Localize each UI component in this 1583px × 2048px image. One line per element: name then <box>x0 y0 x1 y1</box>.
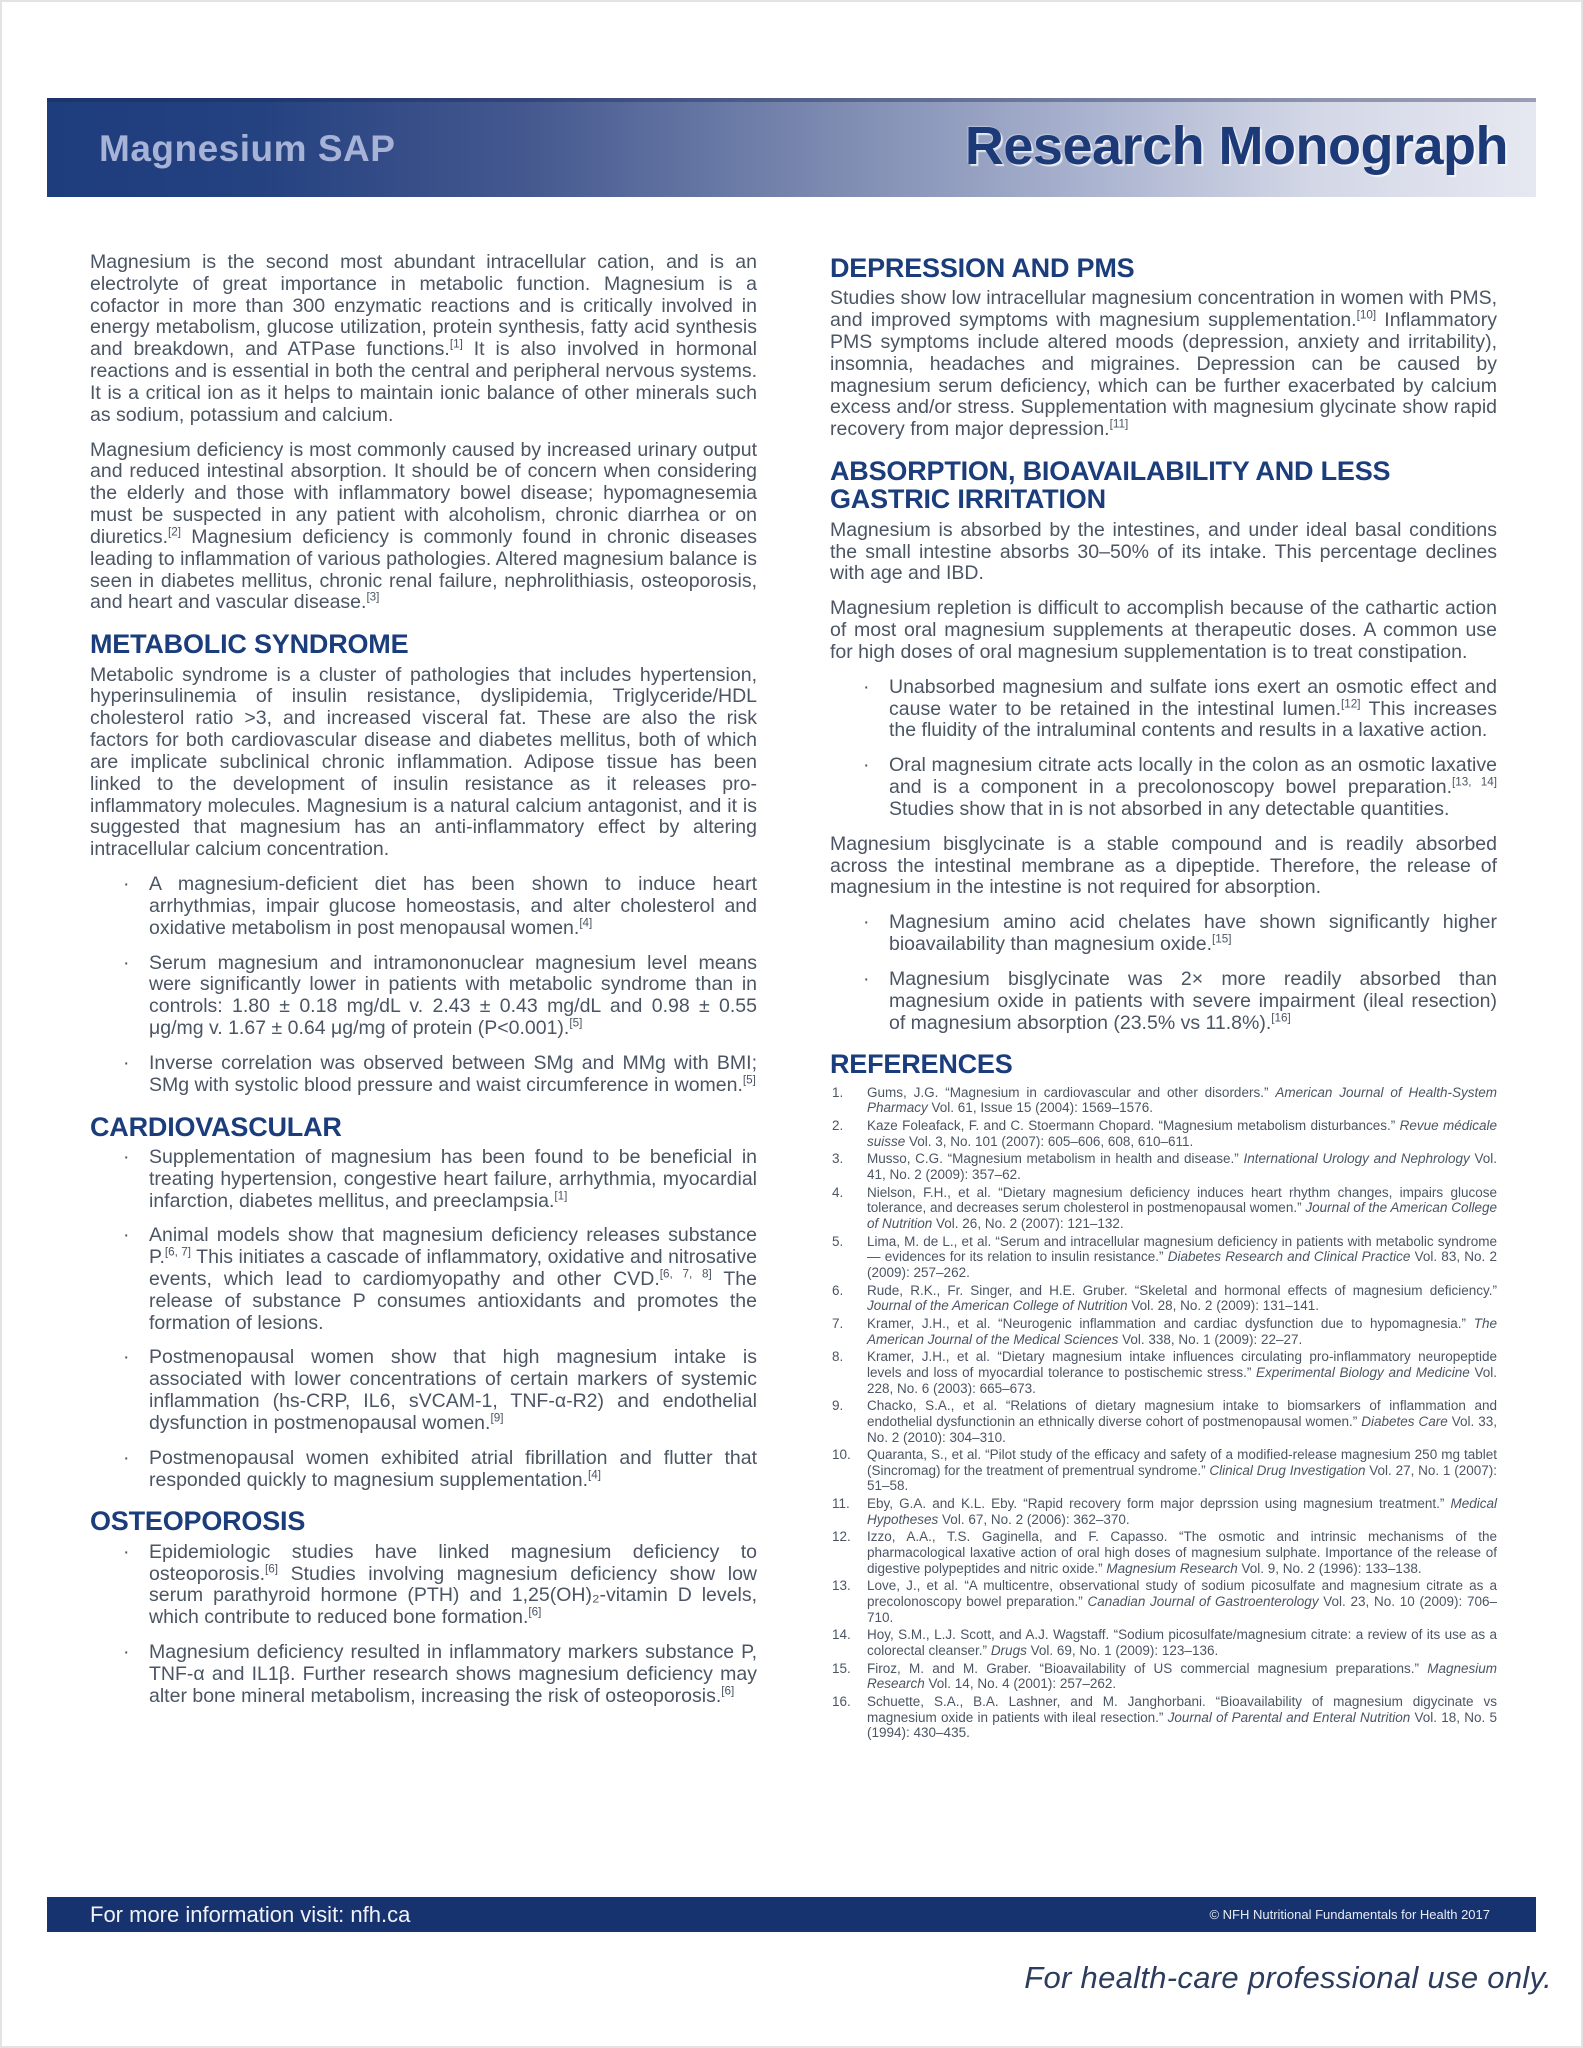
bullet-text: Magnesium deficiency resulted in inflammatory markers substance P, TNF-α and IL1β. Further research shows magnesium deficiency may alter bone mineral metabolism, increasing the risk of osteoporosis.[6] <box>149 1641 757 1707</box>
bullet-text: Epidemiologic studies have linked magnesium deficiency to osteoporosis.[6] Studies involving magnesium deficiency show low serum parathyroid hormone (PTH) and 1,25(OH)₂-vitamin D levels, which contribute to reduced bone formation.[6] <box>149 1540 757 1629</box>
bullet-icon: · <box>123 951 130 974</box>
bullet-text: Postmenopausal women exhibited atrial fibrillation and flutter that responded quickly to magnesium supplementation.[4] <box>149 1446 757 1491</box>
bullet-icon: · <box>123 1145 130 1168</box>
bullet-text: Inverse correlation was observed between SMg and MMg with BMI; SMg with systolic blood pressure and waist circumference in women.[5] <box>149 1051 757 1096</box>
bullet-text: A magnesium-deficient diet has been shown to induce heart arrhythmias, impair glucose homeostasis, and alter cholesterol and oxidative metabolism in post menopausal women.[4] <box>149 873 757 939</box>
header-banner <box>47 98 1536 197</box>
section-heading-osteoporosis: OSTEOPOROSIS <box>90 1506 306 1537</box>
reference-item: Nielson, F.H., et al. “Dietary magnesium deficiency induces heart rhythm changes, impairs glucose tolerance, and decreases serum cholesterol in postmenopausal women.” Journal of the American College of Nutrition Vol. 26, No. 2 (2007): 121–132. <box>867 1184 1497 1231</box>
reference-item: Schuette, S.A., B.A. Lashner, and M. Janghorbani. “Bioavailability of magnesium digycinate vs magnesium oxide in patients with ileal resection.” Journal of Parental and Enteral Nutrition Vol. 18, No. 5 (1994): 430–435. <box>867 1694 1497 1741</box>
absorption-paragraph: Magnesium is absorbed by the intestines, and under ideal basal conditions the small intestine absorbs 30–50% of its intake. This percentage declines with age and IBD. <box>830 518 1497 585</box>
footer-bar <box>47 1897 1536 1932</box>
bullet-icon: · <box>123 873 130 896</box>
reference-item: Hoy, S.M., L.J. Scott, and A.J. Wagstaff. “Sodium picosulfate/magnesium citrate: a review of its use as a colorectal cleanser.” Drugs Vol. 69, No. 1 (2009): 123–136. <box>867 1627 1497 1659</box>
section-heading-depression-pms: DEPRESSION AND PMS <box>830 253 1135 283</box>
reference-item: Kramer, J.H., et al. “Neurogenic inflammation and cardiac dysfunction due to hypomagnesia.” The American Journal of the Medical Sciences Vol. 338, No. 1 (2009): 22–27. <box>867 1315 1497 1347</box>
bullet-icon: · <box>123 1641 130 1664</box>
reference-item: Kramer, J.H., et al. “Dietary magnesium intake influences circulating pro-inflammatory neuropeptide levels and loss of myocardial tolerance to postischemic stress.” Experimental Biology and Medicine Vol. 228, No. 6 (2003): 665–673. <box>867 1349 1498 1396</box>
list-item <box>90 1147 757 1212</box>
section-heading-absorption: ABSORPTION, BIOAVAILABILITY AND LESS GASTRIC IRRITATION <box>830 456 1391 515</box>
footer-info-link[interactable]: For more information visit: nfh.ca <box>90 1901 411 1927</box>
list-item <box>90 1347 757 1434</box>
bullet-text: Unabsorbed magnesium and sulfate ions exert an osmotic effect and cause water to be retained in the intestinal lumen.[12] This increases the fluidity of the intraluminal contents and results in a laxative action. <box>889 675 1497 742</box>
reference-item: Eby, G.A. and K.L. Eby. “Rapid recovery form major deprssion using magnesium treatment.” Medical Hypotheses Vol. 67, No. 2 (2006): 362–370. <box>867 1496 1497 1527</box>
reference-item: Chacko, S.A., et al. “Relations of dietary magnesium intake to biomsarkers of inflammation and endothelial dysfunctionin an ethnically diverse cohort of postmenopausal women.” Diabetes Care Vol. 33, No. 2 (2010): 304–310. <box>867 1398 1497 1445</box>
absorption-paragraph: Magnesium repletion is difficult to accomplish because of the cathartic action of most oral magnesium supplements at therapeutic doses. A common use for high doses of oral magnesium supplementation is to treat constipation. <box>830 597 1497 663</box>
reference-item: Firoz, M. and M. Graber. “Bioavailability of US commercial magnesium preparations.” Magnesium Research Vol. 14, No. 4 (2001): 257–262. <box>867 1660 1497 1692</box>
list-item <box>830 912 1497 956</box>
depression-paragraph: Studies show low intracellular magnesium concentration in women with PMS, and improved symptoms with magnesium supplementation.[10] Inflammatory PMS symptoms include altered moods (depression, anxiety and irritability), insomnia, headaches and migraines. Depression can be caused by magnesium serum deficiency, which can be further exacerbated by calcium excess and/or stress. Supplementation with magnesium glycinate show rapid recovery from major depression.[11] <box>830 287 1497 441</box>
reference-item: Lima, M. de L., et al. “Serum and intracellular magnesium deficiency in patients with metabolic syndrome — evidences for its relation to insulin resistance.” Diabetes Research and Clinical Practice Vol. 83, No. 2 (2009): 257–262. <box>867 1233 1497 1280</box>
page-title: Research Monograph <box>964 116 1508 176</box>
bullet-text: Oral magnesium citrate acts locally in the colon as an osmotic laxative and is a component in a precolonoscopy bowel preparation.[13, 14] Studies show that in is not absorbed in any detectable quantities. <box>889 754 1497 820</box>
reference-item: Love, J., et al. “A multicentre, observational study of sodium picosulfate and magnesium citrate as a precolonoscopy bowel preparation.” Canadian Journal of Gastroenterology Vol. 23, No. 10 (2009): 706–710. <box>867 1578 1497 1625</box>
bullet-icon: · <box>123 1446 130 1469</box>
professional-use-note: For health-care professional use only. <box>1024 1960 1552 1995</box>
bullet-text: Magnesium amino acid chelates have shown significantly higher bioavailability than magnesium oxide.[15] <box>889 911 1497 956</box>
reference-item: Musso, C.G. “Magnesium metabolism in health and disease.” International Urology and Nephrology Vol. 41, No. 2 (2009): 357–62. <box>867 1151 1497 1183</box>
section-heading-cardiovascular: CARDIOVASCULAR <box>90 1111 342 1142</box>
absorption-paragraph: Magnesium bisglycinate is a stable compound and is readily absorbed across the intestinal membrane as a dipeptide. Therefore, the release of magnesium in the intestine is not required for absorption. <box>830 832 1497 899</box>
list-item <box>830 969 1497 1034</box>
reference-item: Quaranta, S., et al. “Pilot study of the efficacy and safety of a modified-release magnesium 250 mg tablet (Sincromag) for the treatment of prementrual syndrome.” Clinical Drug Investigation Vol. 27, No. 1 (2007): 51–58. <box>867 1447 1497 1494</box>
reference-item: Izzo, A.A., T.S. Gaginella, and F. Capasso. “The osmotic and intrinsic mechanisms of the pharmacological laxative action of oral high doses of magnesium sulphate. Importance of the release of digestive polypeptides and nitric oxide.” Magnesium Research Vol. 9, No. 2 (1996): 133–138. <box>867 1529 1497 1576</box>
product-name: Magnesium SAP <box>99 128 396 169</box>
bullet-icon: · <box>123 1051 130 1074</box>
bullet-text: Supplementation of magnesium has been found to be beneficial in treating hypertension, congestive heart failure, arrhythmia, myocardial infarction, diabetes mellitus, and preeclampsia.[1] <box>149 1145 757 1212</box>
intro-paragraph: Magnesium deficiency is most commonly caused by increased urinary output and reduced intestinal absorption. It should be of concern when considering the elderly and those with inflammatory bowel disease; hypomagnesemia must be suspected in any patient with alcoholism, chronic diarrhea or on diuretics.[2] Magnesium deficiency is commonly found in chronic diseases leading to inflammation of various pathologies. Altered magnesium balance is seen in diabetes mellitus, chronic renal failure, nephrolithiasis, osteoporosis, and heart and vascular disease.[3] <box>90 438 757 614</box>
references-list <box>830 1085 1497 1741</box>
metabolic-paragraph: Metabolic syndrome is a cluster of pathologies that includes hypertension, hyperinsulinemia of insulin resistance, dyslipidemia, Triglyceride/HDL cholesterol ratio >3, and increased visceral fat. These are also the risk factors for both cardiovascular disease and diabetes mellitus, both of which are implicate subclinical chronic inflammation. Adipose tissue has been linked to the development of insulin resistance as it releases pro-inflammatory molecules. Magnesium is a natural calcium antagonist, and it is suggested that magnesium has an anti-inflammatory effect by altering intracellular calcium concentration. <box>90 663 757 861</box>
footer-copyright: © NFH Nutritional Fundamentals for Health 2017 <box>1209 1907 1490 1922</box>
left-column <box>90 252 757 1721</box>
bullet-text: Animal models show that magnesium deficiency releases substance P.[6, 7] This initiates a cascade of inflammatory, oxidative and nitrosative events, which lead to cardiomyopathy and other CVD.[6, 7, 8] The release of substance P consumes antioxidants and promotes the formation of lesions. <box>149 1224 757 1334</box>
right-column <box>830 252 1497 1743</box>
list-item <box>830 677 1497 742</box>
bullet-icon: · <box>863 754 870 777</box>
list-item <box>90 1448 757 1492</box>
list-item <box>90 1053 757 1097</box>
bullet-text: Serum magnesium and intramononuclear magnesium level means were significantly lower in patients with metabolic syndrome than in controls: 1.80 ± 0.18 mg/dL v. 2.43 ± 0.43 mg/dL and 0.98 ± 0.55 μg/mg v. 1.67 ± 0.64 μg/mg of protein (P<0.001).[5] <box>149 951 757 1040</box>
list-item <box>90 1542 757 1629</box>
list-item <box>90 1642 757 1707</box>
bullet-icon: · <box>123 1346 130 1369</box>
list-item <box>90 874 757 939</box>
reference-item: Kaze Foleafack, F. and C. Stoermann Chopard. “Magnesium metabolism disturbances.” Revue médicale suisse Vol. 3, No. 101 (2007): 605–606, 608, 610–611. <box>867 1118 1497 1149</box>
bullet-icon: · <box>863 911 870 934</box>
list-item <box>830 755 1497 820</box>
reference-item: Rude, R.K., Fr. Singer, and H.E. Gruber. “Skeletal and hormonal effects of magnesium deficiency.” Journal of the American College of Nutrition Vol. 28, No. 2 (2009): 131–141. <box>867 1282 1497 1314</box>
list-item <box>90 953 757 1040</box>
bullet-icon: · <box>123 1540 130 1563</box>
section-heading-metabolic-syndrome: METABOLIC SYNDROME <box>90 629 409 660</box>
bullet-text: Postmenopausal women show that high magnesium intake is associated with lower concentrations of certain markers of systemic inflammation (hs-CRP, IL6, sVCAM-1, TNF-α-R2) and endothelial dysfunction in postmenopausal women.[9] <box>149 1346 757 1434</box>
bullet-icon: · <box>123 1224 130 1247</box>
section-heading-references: REFERENCES <box>830 1049 1013 1080</box>
bullet-icon: · <box>863 675 870 698</box>
bullet-icon: · <box>863 967 870 990</box>
list-item <box>90 1225 757 1334</box>
reference-item: Gums, J.G. “Magnesium in cardiovascular and other disorders.” American Journal of Health-System Pharmacy Vol. 61, Issue 15 (2004): 1569–1576. <box>867 1084 1497 1116</box>
intro-paragraph: Magnesium is the second most abundant intracellular cation, and is an electrolyte of great importance in metabolic function. Magnesium is a cofactor in more than 300 enzymatic reactions and is critically involved in energy metabolism, glucose utilization, protein synthesis, fatty acid synthesis and breakdown, and ATPase functions.[1] It is also involved in hormonal reactions and is essential in both the central and peripheral nervous systems. It is a critical ion as it helps to maintain ionic balance of other minerals such as sodium, potassium and calcium. <box>90 251 757 426</box>
bullet-text: Magnesium bisglycinate was 2× more readily absorbed than magnesium oxide in patients with severe impairment (ileal resection) of magnesium absorption (23.5% vs 11.8%).[16] <box>889 967 1497 1034</box>
